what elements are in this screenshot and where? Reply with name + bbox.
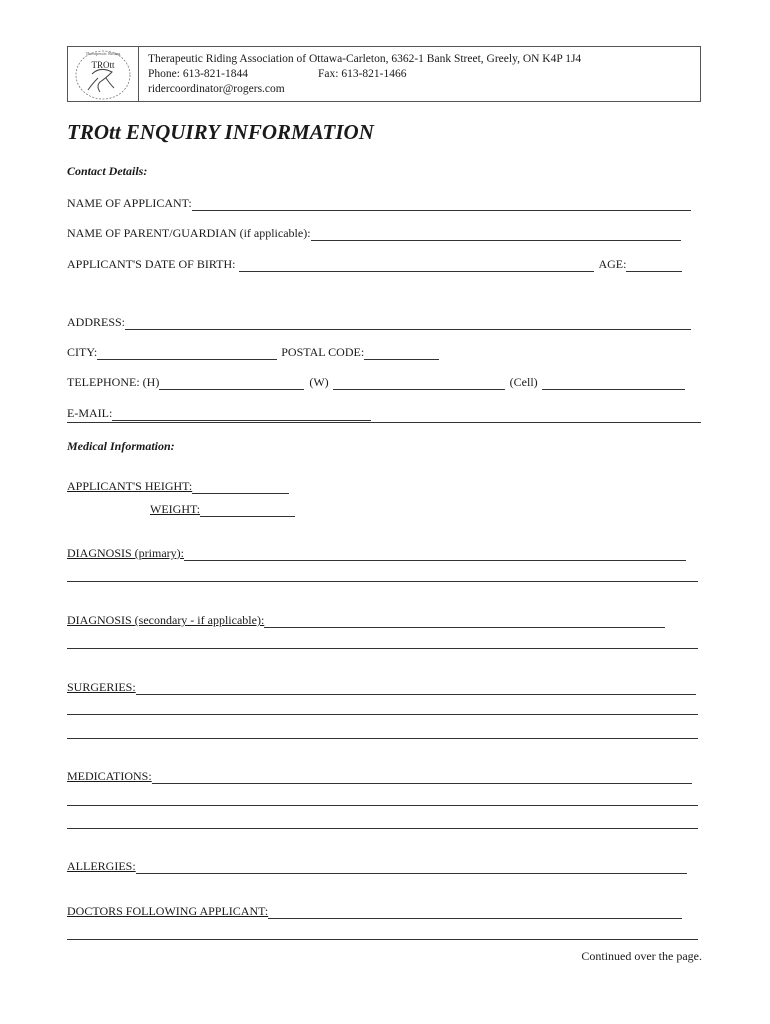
dob-field[interactable] bbox=[239, 261, 594, 272]
diagnosis-secondary-line-2[interactable] bbox=[67, 648, 698, 649]
address-field[interactable] bbox=[125, 319, 691, 330]
medications-line-2[interactable] bbox=[67, 805, 698, 806]
medications-line-3[interactable] bbox=[67, 828, 698, 829]
address-row bbox=[67, 315, 691, 330]
home-phone-label: TELEPHONE: (H) bbox=[67, 375, 160, 389]
org-address: Therapeutic Riding Association of Ottawa-Carleton, 6362-1 Bank Street, Greely, ON K4P 1J4 bbox=[148, 53, 582, 65]
city-field[interactable] bbox=[97, 349, 277, 360]
allergies-label: ALLERGIES: bbox=[67, 859, 136, 873]
parent-name-row bbox=[67, 226, 681, 241]
home-phone-field[interactable] bbox=[159, 379, 304, 390]
applicant-name-row bbox=[67, 196, 691, 211]
postal-code-label: POSTAL CODE: bbox=[281, 345, 365, 359]
medications-row bbox=[67, 769, 692, 784]
allergies-field[interactable] bbox=[136, 863, 687, 874]
work-phone-field[interactable] bbox=[333, 379, 505, 390]
applicant-name-label: NAME OF APPLICANT: bbox=[67, 196, 192, 210]
trott-logo-icon bbox=[70, 48, 136, 102]
surgeries-row bbox=[67, 680, 696, 695]
email-label: E-MAIL: bbox=[67, 406, 113, 420]
postal-code-field[interactable] bbox=[364, 349, 439, 360]
medications-field[interactable] bbox=[152, 773, 692, 784]
height-row bbox=[67, 479, 289, 494]
diagnosis-primary-label: DIAGNOSIS (primary): bbox=[67, 546, 184, 560]
letterhead-text bbox=[148, 52, 581, 97]
address-label: ADDRESS: bbox=[67, 315, 126, 329]
weight-label: WEIGHT: bbox=[150, 502, 201, 516]
surgeries-field[interactable] bbox=[136, 684, 696, 695]
org-email[interactable]: ridercoordinator@rogers.com bbox=[148, 83, 285, 95]
email-row bbox=[67, 406, 371, 421]
city-row bbox=[67, 345, 439, 360]
contact-heading: Contact Details: bbox=[67, 164, 148, 178]
diagnosis-primary-line-2[interactable] bbox=[67, 581, 698, 582]
diagnosis-secondary-field[interactable] bbox=[264, 617, 665, 628]
doctors-row bbox=[67, 904, 682, 919]
work-phone-label: (W) bbox=[309, 375, 329, 389]
height-label: APPLICANT'S HEIGHT: bbox=[67, 479, 193, 493]
parent-name-field[interactable] bbox=[311, 230, 681, 241]
continued-note: Continued over the page. bbox=[581, 949, 702, 963]
logo-ring-text: Therapeutic Riding bbox=[85, 51, 121, 56]
diagnosis-secondary-row bbox=[67, 613, 665, 628]
medications-label: MEDICATIONS: bbox=[67, 769, 152, 783]
diagnosis-primary-field[interactable] bbox=[184, 550, 686, 561]
email-field[interactable] bbox=[112, 410, 371, 421]
height-field[interactable] bbox=[192, 483, 289, 494]
telephone-row bbox=[67, 375, 685, 390]
dob-label: APPLICANT'S DATE OF BIRTH: bbox=[67, 257, 236, 271]
org-fax: Fax: 613-821-1466 bbox=[318, 68, 407, 80]
age-label: AGE: bbox=[598, 257, 627, 271]
medical-heading: Medical Information: bbox=[67, 439, 175, 453]
doctors-line-2[interactable] bbox=[67, 939, 698, 940]
surgeries-line-2[interactable] bbox=[67, 714, 698, 715]
surgeries-label: SURGERIES: bbox=[67, 680, 136, 694]
logo-cell bbox=[68, 47, 139, 101]
weight-row bbox=[150, 502, 295, 517]
applicant-name-field[interactable] bbox=[192, 200, 691, 211]
page-title: TROtt ENQUIRY INFORMATION bbox=[67, 120, 374, 144]
dob-row bbox=[67, 257, 682, 272]
letterhead bbox=[67, 46, 701, 102]
doctors-field[interactable] bbox=[268, 908, 682, 919]
parent-name-label: NAME OF PARENT/GUARDIAN (if applicable): bbox=[67, 226, 311, 240]
logo-text: TROtt bbox=[91, 60, 115, 70]
weight-field[interactable] bbox=[200, 506, 295, 517]
diagnosis-primary-row bbox=[67, 546, 686, 561]
org-phone: Phone: 613-821-1844 bbox=[148, 68, 248, 80]
cell-phone-label: (Cell) bbox=[509, 375, 538, 389]
allergies-row bbox=[67, 859, 687, 874]
city-label: CITY: bbox=[67, 345, 98, 359]
age-field[interactable] bbox=[626, 261, 682, 272]
diagnosis-secondary-label: DIAGNOSIS (secondary - if applicable): bbox=[67, 613, 265, 627]
section-divider bbox=[67, 422, 701, 423]
surgeries-line-3[interactable] bbox=[67, 738, 698, 739]
cell-phone-field[interactable] bbox=[542, 379, 685, 390]
doctors-label: DOCTORS FOLLOWING APPLICANT: bbox=[67, 904, 269, 918]
